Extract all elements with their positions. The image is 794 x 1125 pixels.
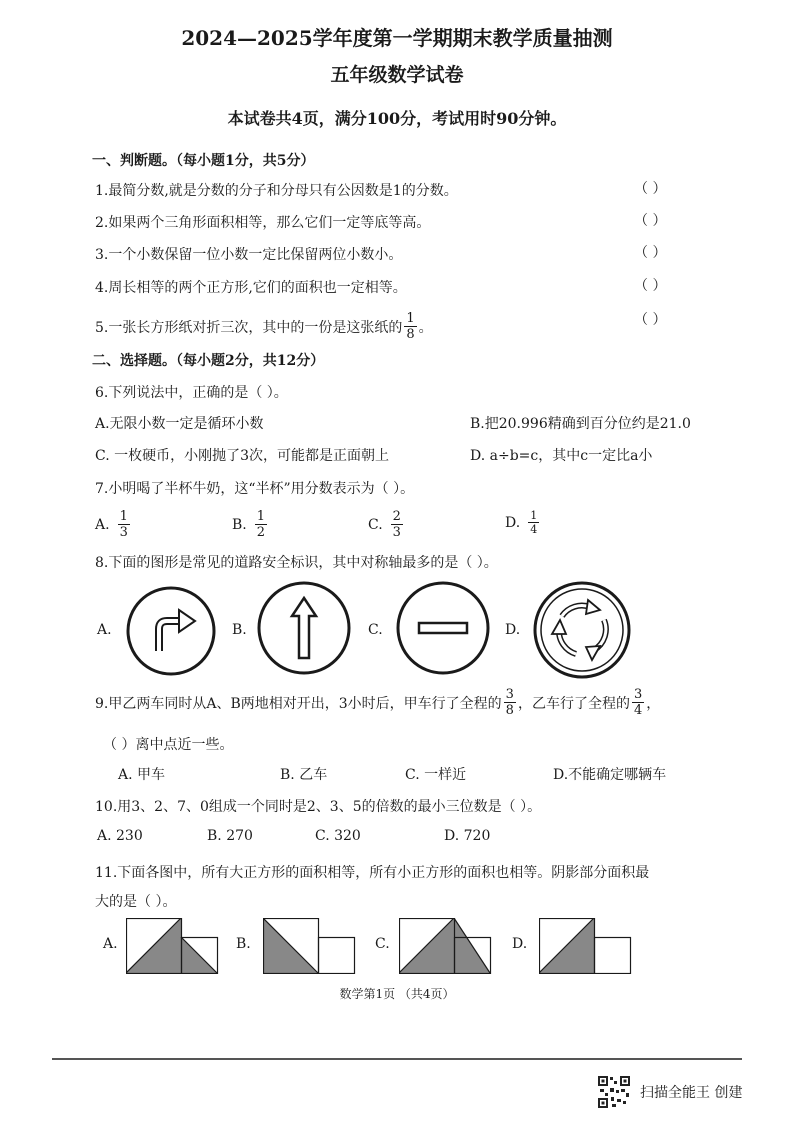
fraction-numerator: 3 — [633, 687, 643, 702]
q9-line2: （ ）离中点近一些。 — [103, 737, 234, 753]
section2-heading: 二、选择题。（每小题2分，共12分） — [92, 353, 325, 369]
q9-text-a: 9.甲乙两车同时从A、B两地相对开出，3小时后，甲车行了全程的 — [95, 695, 502, 712]
q6-option-a: A.无限小数一定是循环小数 — [95, 416, 264, 432]
q6-option-d: D. a÷b=c，其中c一定比a小 — [470, 448, 653, 464]
exam-note: 本试卷共4页，满分100分，考试用时90分钟。 — [227, 109, 567, 128]
q8-label-b: B. — [232, 622, 247, 638]
answer-paren-5: （ ） — [634, 312, 667, 328]
exam-subtitle: 五年级数学试卷 — [330, 64, 464, 86]
watermark-text: 扫描全能王 创建 — [640, 1085, 743, 1101]
fraction-denominator: 8 — [406, 327, 415, 342]
exam-title: 2024—2025学年度第一学期期末教学质量抽测 — [181, 26, 613, 50]
fraction — [255, 510, 267, 539]
q10-option-c: C. 320 — [315, 828, 361, 844]
roundabout-icon — [532, 580, 632, 680]
q7-stem: 7.小明喝了半杯牛奶，这“半杯”用分数表示为（ ）。 — [95, 481, 415, 497]
q10-option-a: A. 230 — [97, 828, 143, 844]
q9-option-d: D.不能确定哪辆车 — [553, 767, 667, 783]
q9-option-a: A. 甲车 — [118, 767, 166, 783]
option-label: D. — [505, 514, 521, 531]
q8-label-a: A. — [97, 622, 112, 638]
fraction — [632, 688, 644, 717]
fraction-numerator: 1 — [530, 509, 538, 522]
answer-paren-2: （ ） — [634, 213, 667, 229]
q7-option-b — [232, 510, 269, 539]
fraction-denominator: 4 — [633, 703, 643, 718]
q11-label-c: C. — [375, 936, 390, 952]
section1-heading: 一、判断题。（每小题1分，共5分） — [92, 153, 315, 169]
judge-q5-end: 。 — [418, 319, 433, 336]
divider-line — [52, 1058, 742, 1060]
judge-q1: 1.最简分数,就是分数的分子和分母只有公因数是1的分数。 — [95, 183, 458, 199]
fraction-numerator: 1 — [256, 509, 266, 524]
up-arrow-icon — [256, 580, 352, 676]
fraction-denominator: 3 — [119, 525, 128, 540]
fraction — [404, 312, 416, 341]
q7-option-a — [95, 510, 132, 539]
q11-figure-c — [399, 918, 501, 978]
q9-text-b: ，乙车行了全程的 — [517, 695, 630, 712]
q10-option-d: D. 720 — [444, 828, 491, 844]
q11-figure-b — [263, 918, 365, 978]
q6-option-c: C. 一枚硬币，小刚抛了3次，可能都是正面朝上 — [95, 448, 390, 464]
fraction — [528, 510, 539, 535]
q9-option-b: B. 乙车 — [280, 767, 328, 783]
option-label: A. — [95, 516, 110, 533]
fraction-denominator: 4 — [530, 523, 538, 536]
fraction-numerator: 2 — [392, 509, 401, 524]
q11-figure-d — [539, 918, 641, 978]
q7-option-c — [368, 510, 405, 539]
fraction — [118, 510, 130, 539]
fraction-numerator: 1 — [119, 509, 128, 524]
judge-q3: 3.一个小数保留一位小数一定比保留两位小数小。 — [95, 247, 403, 263]
fraction-numerator: 3 — [505, 687, 514, 702]
fraction-denominator: 8 — [505, 703, 514, 718]
fraction-numerator: 1 — [406, 311, 415, 326]
q6-option-b: B.把20.996精确到百分位约是21.0 — [470, 416, 691, 432]
q9-stem — [95, 688, 660, 717]
q11-label-b: B. — [236, 936, 251, 952]
judge-q5 — [95, 312, 433, 341]
fraction-denominator: 2 — [256, 525, 266, 540]
q8-label-c: C. — [368, 622, 383, 638]
fraction-denominator: 3 — [392, 525, 401, 540]
q10-option-b: B. 270 — [207, 828, 253, 844]
answer-paren-4: （ ） — [634, 278, 667, 294]
judge-q2: 2.如果两个三角形面积相等，那么它们一定等底等高。 — [95, 215, 431, 231]
q9-text-c: ， — [646, 695, 661, 712]
q8-label-d: D. — [505, 622, 521, 638]
q11-figure-a — [126, 918, 228, 978]
fraction — [504, 688, 516, 717]
q11-label-a: A. — [103, 936, 118, 952]
q7-option-d — [505, 510, 541, 535]
judge-q5-text: 5.一张长方形纸对折三次，其中的一份是这张纸的 — [95, 319, 403, 336]
page-footer: 数学第1页 （共4页） — [339, 987, 455, 1001]
q9-option-c: C. 一样近 — [405, 767, 467, 783]
qr-code-icon — [597, 1075, 631, 1113]
right-turn-arrow-icon — [125, 585, 217, 677]
answer-paren-1: （ ） — [634, 181, 667, 197]
fraction — [391, 510, 403, 539]
option-label: B. — [232, 516, 247, 533]
q8-stem: 8.下面的图形是常见的道路安全标识，其中对称轴最多的是（ ）。 — [95, 555, 498, 571]
q11-stem-line1: 11.下面各图中，所有大正方形的面积相等，所有小正方形的面积也相等。阴影部分面积最 — [95, 865, 650, 881]
q10-stem: 10.用3、2、7、0组成一个同时是2、3、5的倍数的最小三位数是（ ）。 — [95, 799, 542, 815]
horizontal-bar-icon — [395, 580, 491, 676]
q11-stem-line2: 大的是（ ）。 — [95, 894, 177, 910]
q6-stem: 6.下列说法中，正确的是（ ）。 — [95, 385, 288, 401]
judge-q4: 4.周长相等的两个正方形,它们的面积也一定相等。 — [95, 280, 407, 296]
answer-paren-3: （ ） — [634, 245, 667, 261]
option-label: C. — [368, 516, 383, 533]
q11-label-d: D. — [512, 936, 528, 952]
